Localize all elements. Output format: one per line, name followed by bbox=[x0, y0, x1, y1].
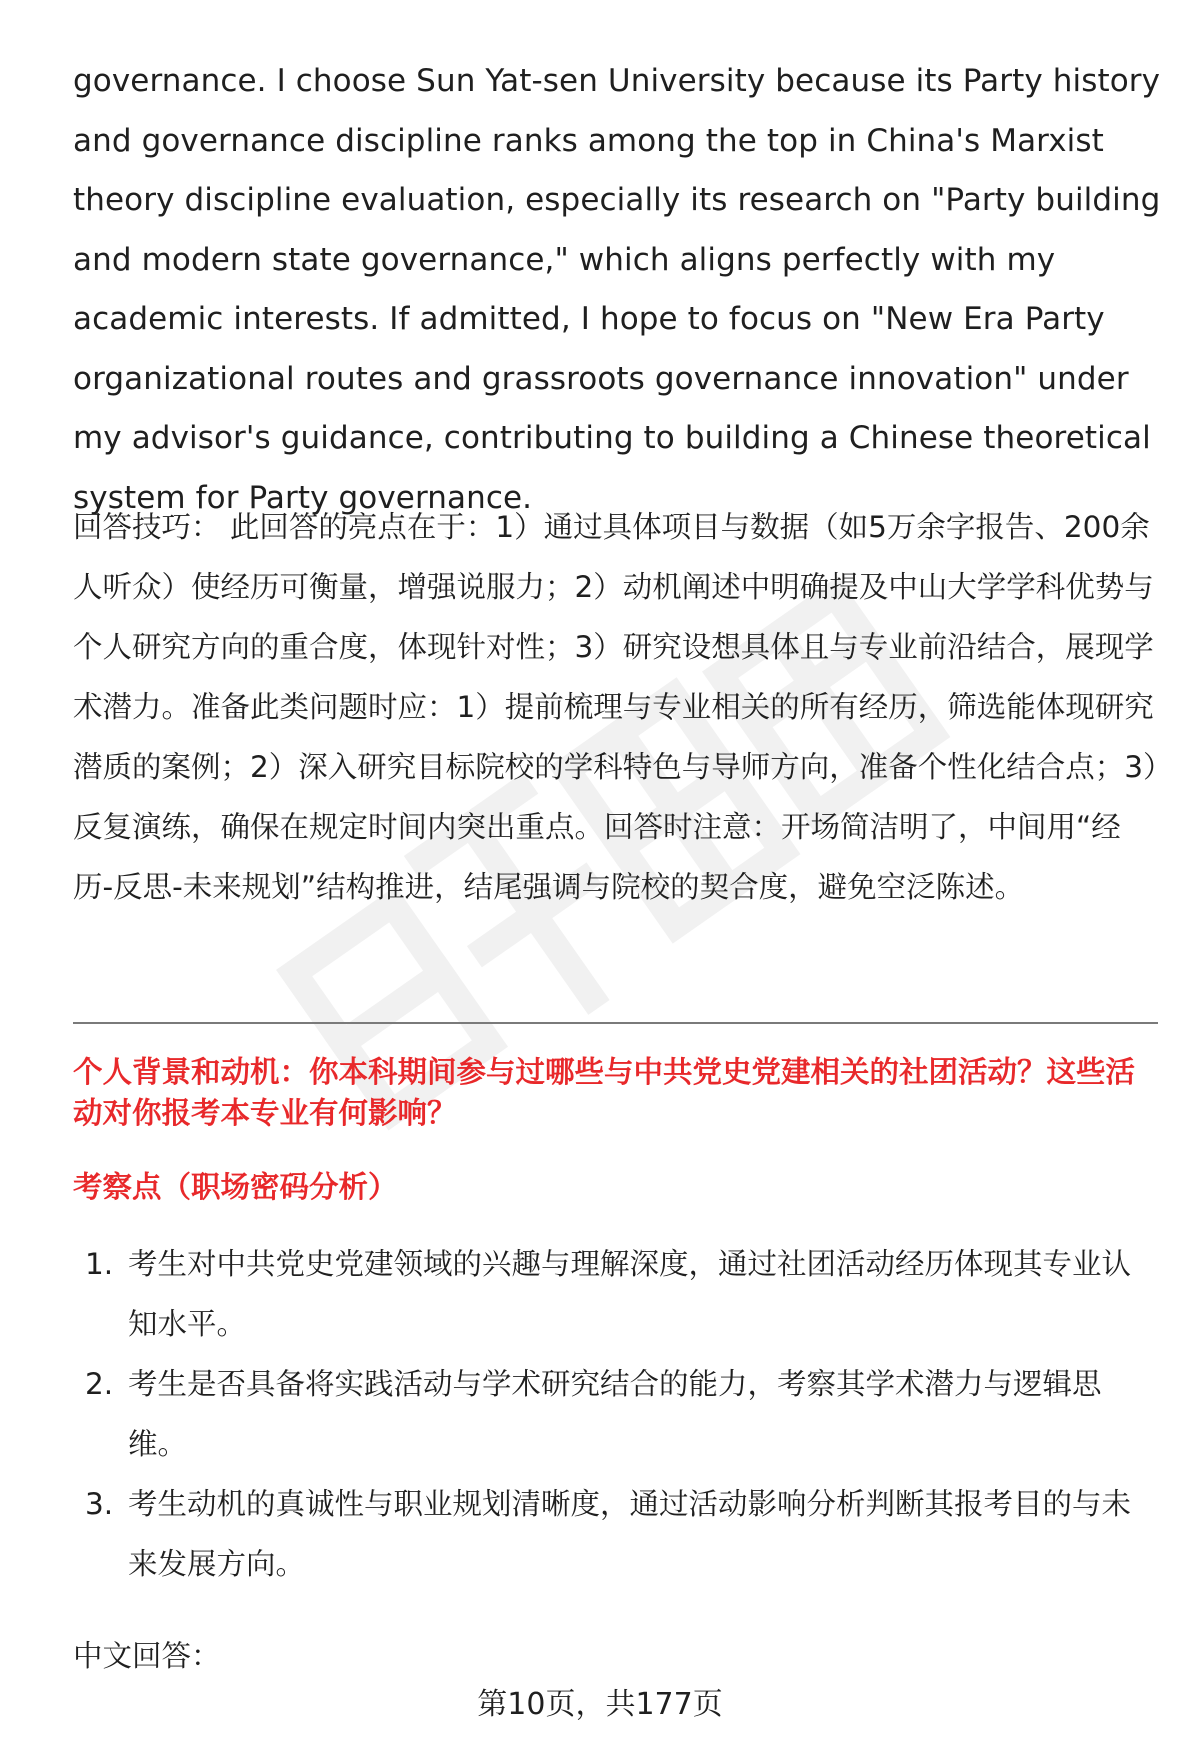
assessment-points-list bbox=[73, 1234, 1158, 1594]
list-item-number: 1. bbox=[85, 1247, 114, 1281]
list-item bbox=[73, 1234, 1158, 1354]
list-item-text: 考生动机的真诚性与职业规划清晰度，通过活动影响分析判断其报考目的与未来发展方向。 bbox=[128, 1487, 1132, 1581]
list-item-number: 2. bbox=[85, 1367, 114, 1401]
list-item-number: 3. bbox=[85, 1487, 114, 1521]
list-item bbox=[73, 1474, 1158, 1594]
chinese-answer-label: 中文回答： bbox=[73, 1639, 221, 1673]
assessment-points-title: 考察点（职场密码分析） bbox=[73, 1170, 398, 1204]
list-item-text: 考生对中共党史党建领域的兴趣与理解深度，通过社团活动经历体现其专业认知水平。 bbox=[128, 1247, 1132, 1341]
list-item bbox=[73, 1354, 1158, 1474]
answer-tips-paragraph: 回答技巧： 此回答的亮点在于：1）通过具体项目与数据（如5万余字报告、200余人听众）使经历可衡量，增强说服力；2）动机阐述中明确提及中山大学学科优势与个人研究方向的重合度，体现针对性；3）研究设想具体且与专业前沿结合，展现学术潜力。准备此类问题时应：1）提前梳理与专业相关的所有经历，筛选能体现研究潜质的案例；2）深入研究目标院校的学科特色与导师方向，准备个性化结合点；3）反复演练，确保在规定时间内突出重点。回答时注意：开场简洁明了，中间用“经历-反思-未来规划”结构推进，结尾强调与院校的契合度，避免空泛陈述。 bbox=[73, 510, 1158, 904]
list-item-text: 考生是否具备将实践活动与学术研究结合的能力，考察其学术潜力与逻辑思维。 bbox=[128, 1367, 1102, 1461]
page-number-footer: 第10页，共177页 bbox=[477, 1687, 723, 1722]
interview-question-heading: 个人背景和动机：你本科期间参与过哪些与中共党史党建相关的社团活动？这些活动对你报考本专业有何影响？ bbox=[73, 1055, 1136, 1130]
section-divider bbox=[73, 1022, 1158, 1024]
english-answer-paragraph: governance. I choose Sun Yat-sen University because its Party history and governance discipline ranks among the top in China's Marxist theory discipline evaluation, especially its research on "Party building and modern state governance," which aligns perfectly with my academic interests. If admitted, I hope to focus on "New Era Party organizational routes and grassroots governance innovation" under my advisor's guidance, contributing to building a Chinese theoretical system for Party governance. bbox=[73, 63, 1161, 516]
